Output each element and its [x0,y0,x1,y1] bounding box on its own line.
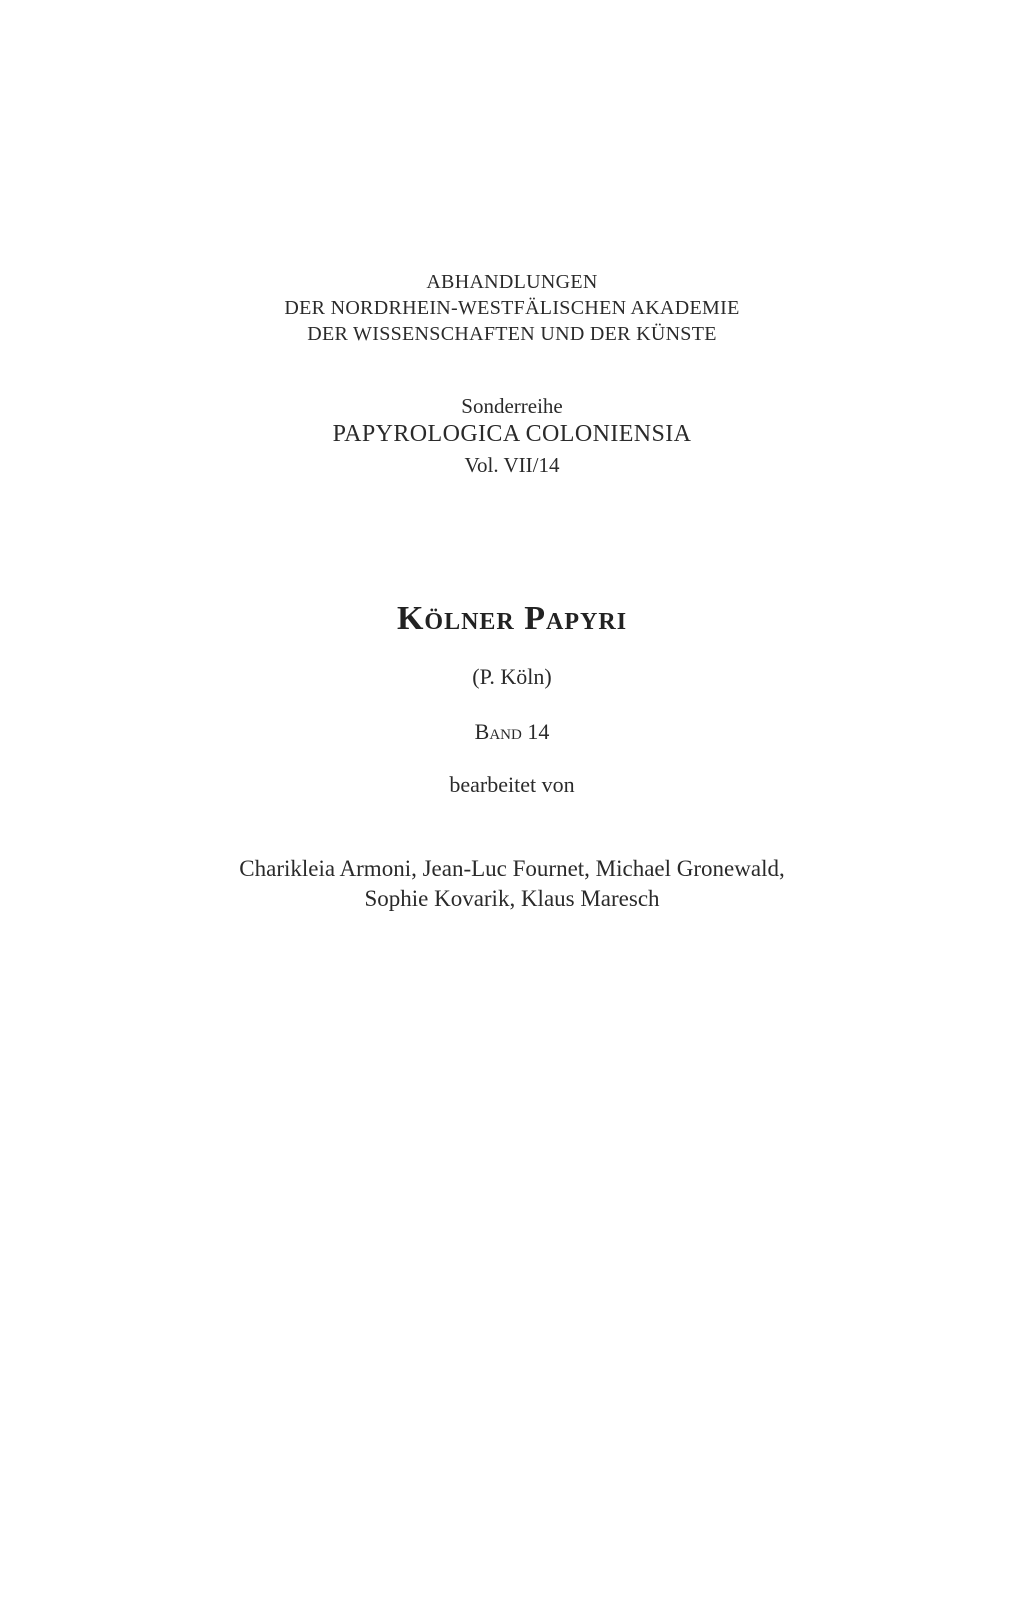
series-title-line-1: ABHANDLUNGEN [426,271,598,293]
subseries-label: Sonderreihe [461,394,563,418]
series-title-line-2: DER NORDRHEIN-WESTFÄLISCHEN AKADEMIE [284,297,740,319]
subseries-name: PAPYROLOGICA COLONIENSIA [332,421,692,447]
subseries-volume: Vol. VII/14 [464,453,560,477]
book-title: Kölner Papyri [396,600,628,637]
edited-by-label: bearbeitet von [449,772,575,797]
band-number: Band 14 [474,719,550,744]
authors-line-2: Sophie Kovarik, Klaus Maresch [364,886,660,911]
series-title-line-3: DER WISSENSCHAFTEN UND DER KÜNSTE [307,323,717,345]
book-abbreviation: (P. Köln) [472,664,552,689]
authors-line-1: Charikleia Armoni, Jean-Luc Fournet, Michael Gronewald, [239,856,785,881]
